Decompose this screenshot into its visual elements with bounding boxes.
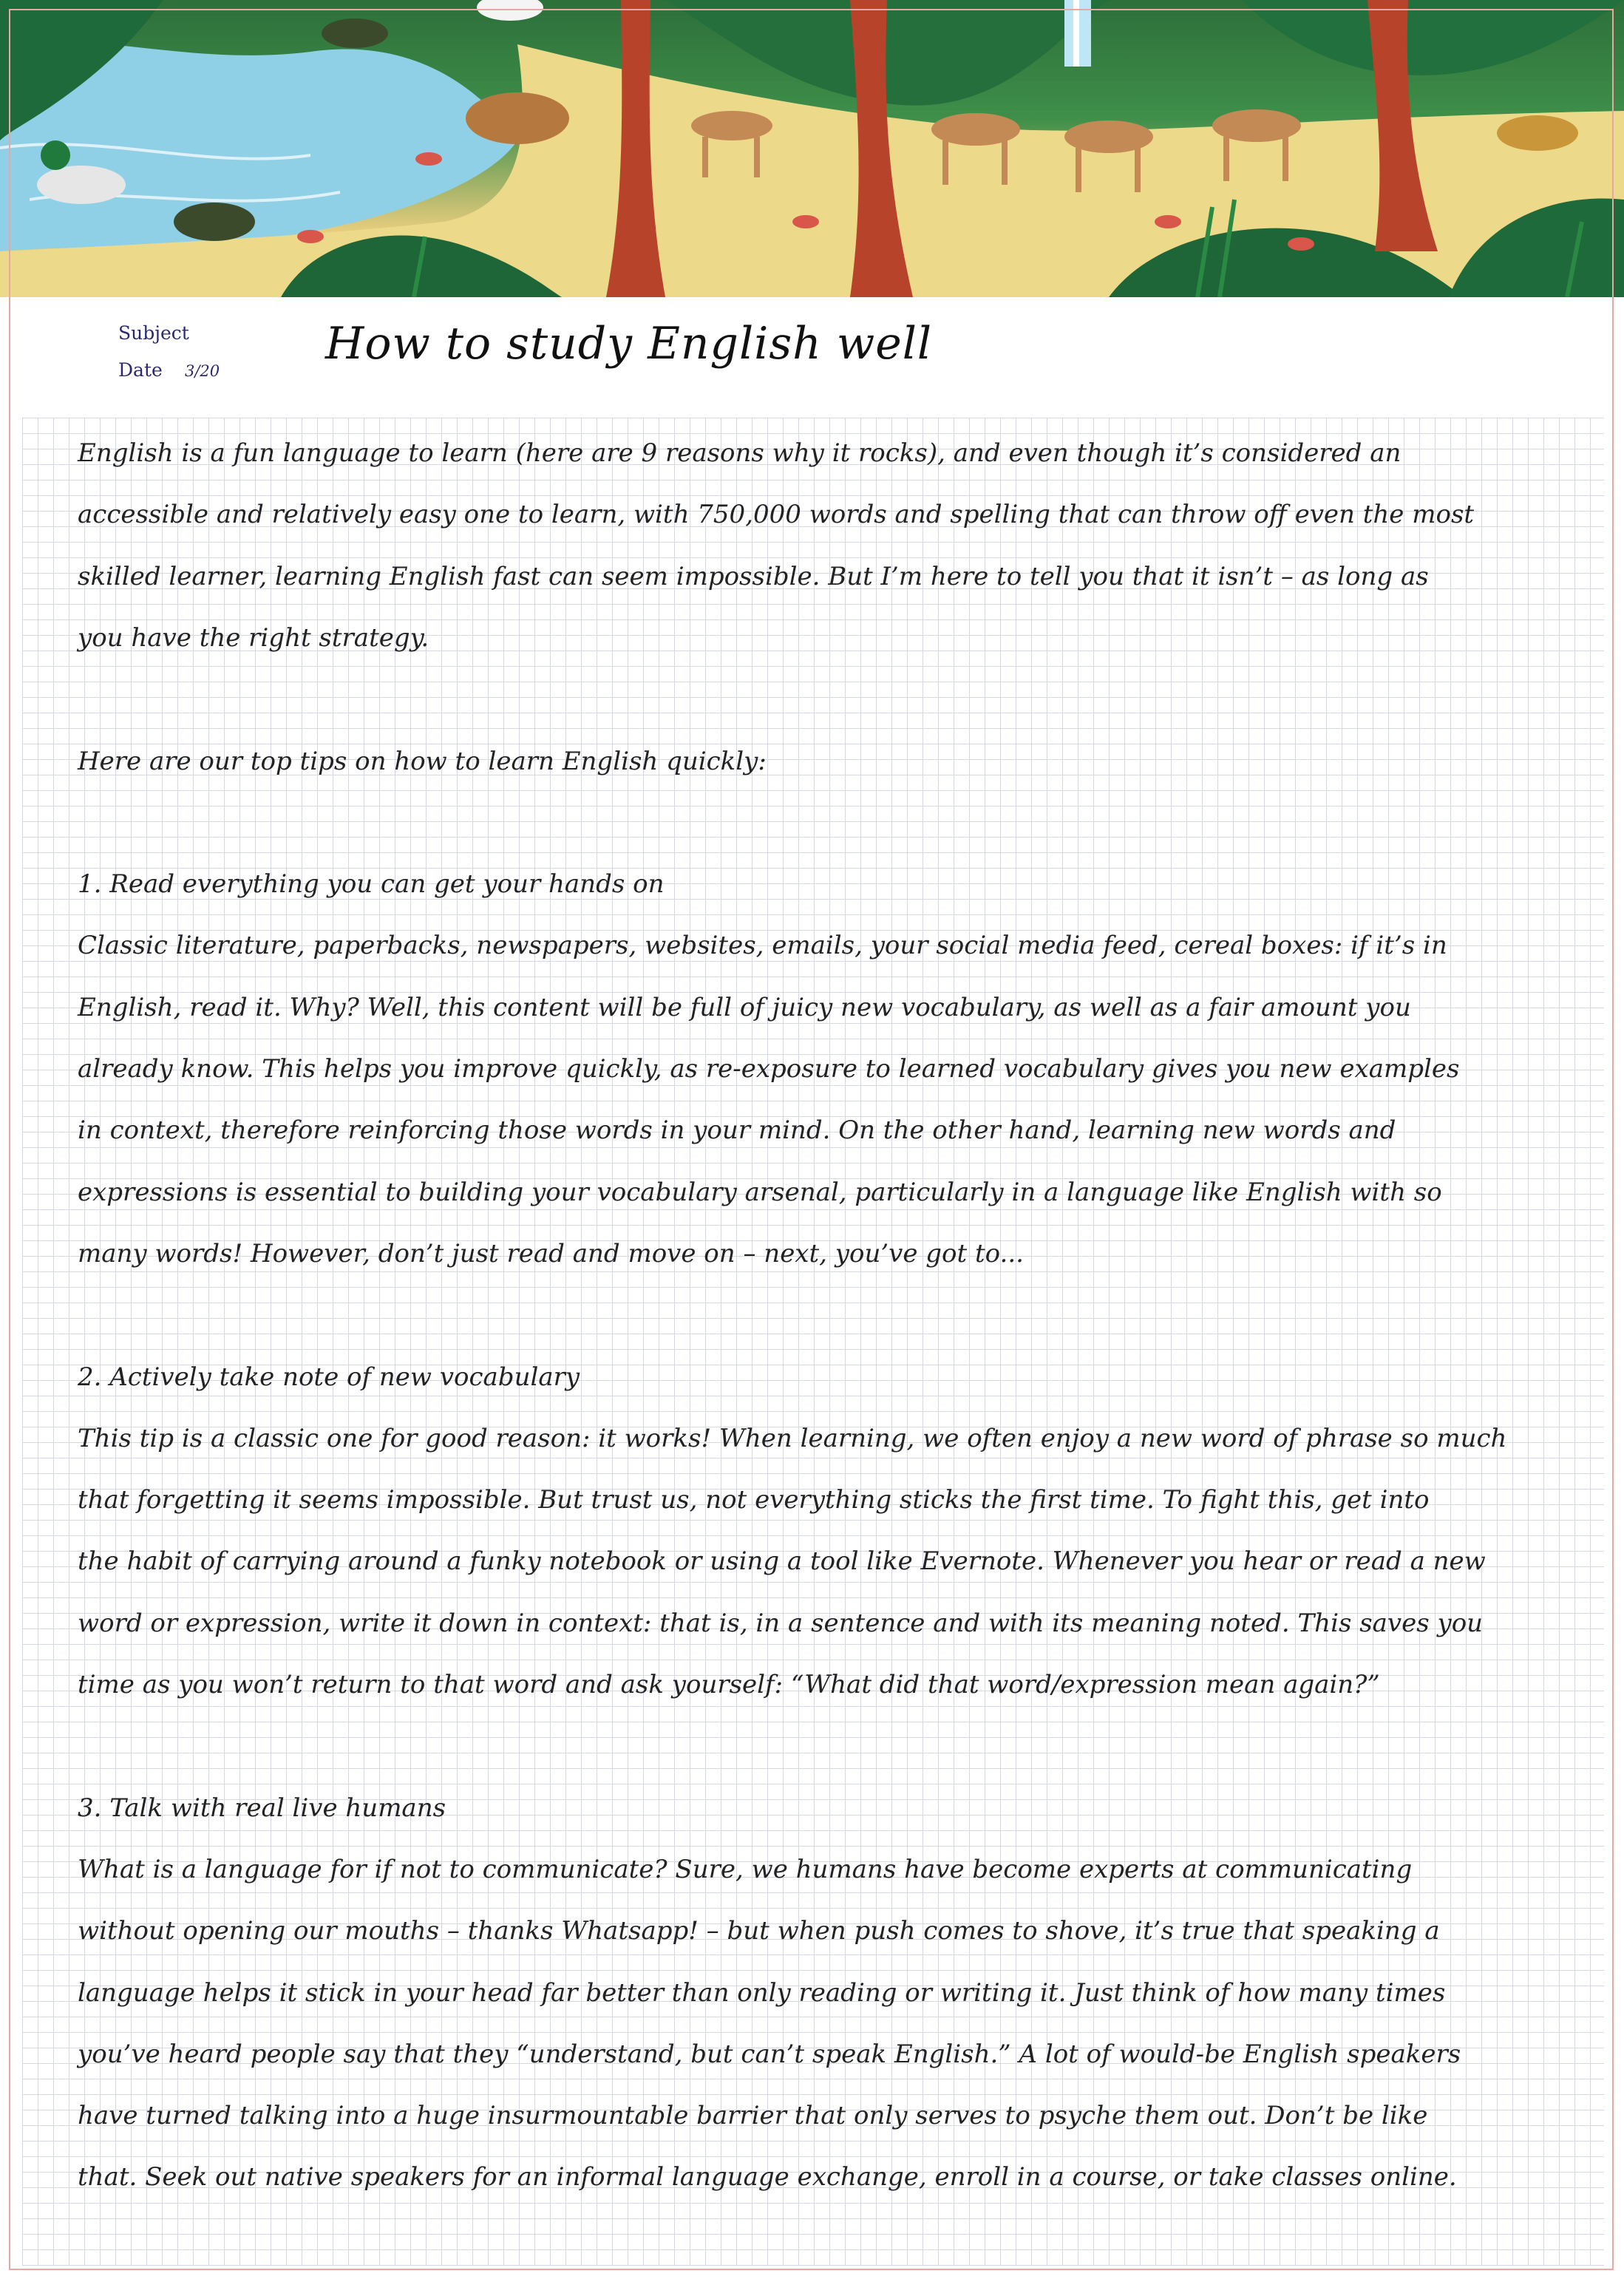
header-illustration [0,0,1624,297]
body-line: without opening our mouths – thanks Whatsapp! – but when push comes to shove, it’s true that speaking a [78,1916,1440,1946]
body-line: Classic literature, paperbacks, newspapers, websites, emails, your social media feed, cereal boxes: if it’s in [78,931,1447,961]
body-line: time as you won’t return to that word and ask yourself: “What did that word/expression mean again?” [78,1670,1380,1699]
body-line: you have the right strategy. [78,622,429,653]
body-line: English, read it. Why? Well, this content will be full of juicy new vocabulary, as well as a fair amount you [78,992,1411,1022]
body-line: 1. Read everything you can get your hands on [78,869,665,900]
subject-label: Subject [118,322,189,344]
date-value: 3/20 [185,362,220,380]
body-line: that. Seek out native speakers for an informal language exchange, enroll in a course, or take classes online. [78,2162,1457,2193]
body-line: already know. This helps you improve quickly, as re-exposure to learned vocabulary gives you new examples [78,1054,1460,1084]
page-title: How to study English well [325,318,933,370]
body-line: skilled learner, learning English fast can seem impossible. But I’m here to tell you that it isn’t – as long as [78,561,1429,591]
body-line: many words! However, don’t just read and move on – next, you’ve got to... [78,1238,1024,1268]
body-line: expressions is essential to building your vocabulary arsenal, particularly in a language like English with so [78,1177,1442,1207]
body-line: What is a language for if not to communicate? Sure, we humans have become experts at communicating [78,1854,1413,1884]
body-line: 3. Talk with real live humans [78,1793,446,1823]
body-line: accessible and relatively easy one to learn, with 750,000 words and spelling that can throw off even the most [78,500,1475,530]
body-line: that forgetting it seems impossible. But trust us, not everything sticks the first time. To fight this, get into [78,1485,1430,1515]
body-line: language helps it stick in your head far better than only reading or writing it. Just think of how many times [78,1977,1446,2008]
body-line: word or expression, write it down in context: that is, in a sentence and with its meaning noted. This saves you [78,1608,1484,1638]
body-line: Here are our top tips on how to learn English quickly: [78,746,767,776]
date-label: Date [118,359,163,381]
body-line: have turned talking into a huge insurmountable barrier that only serves to psyche them out. Don’t be like [78,2101,1428,2131]
body-line: English is a fun language to learn (here are 9 reasons why it rocks), and even though it’s considered an [78,438,1402,468]
landscape-illustration [0,0,1624,297]
body-line: you’ve heard people say that they “understand, but can’t speak English.” A lot of would-be English speakers [78,2039,1461,2069]
body-line: in context, therefore reinforcing those words in your mind. On the other hand, learning new words and [78,1115,1396,1146]
body-line: 2. Actively take note of new vocabulary [78,1362,580,1392]
body-line: This tip is a classic one for good reason: it works! When learning, we often enjoy a new word of phrase so much [78,1423,1507,1453]
body-line: the habit of carrying around a funky notebook or using a tool like Evernote. Whenever you hear or read a new [78,1546,1486,1577]
